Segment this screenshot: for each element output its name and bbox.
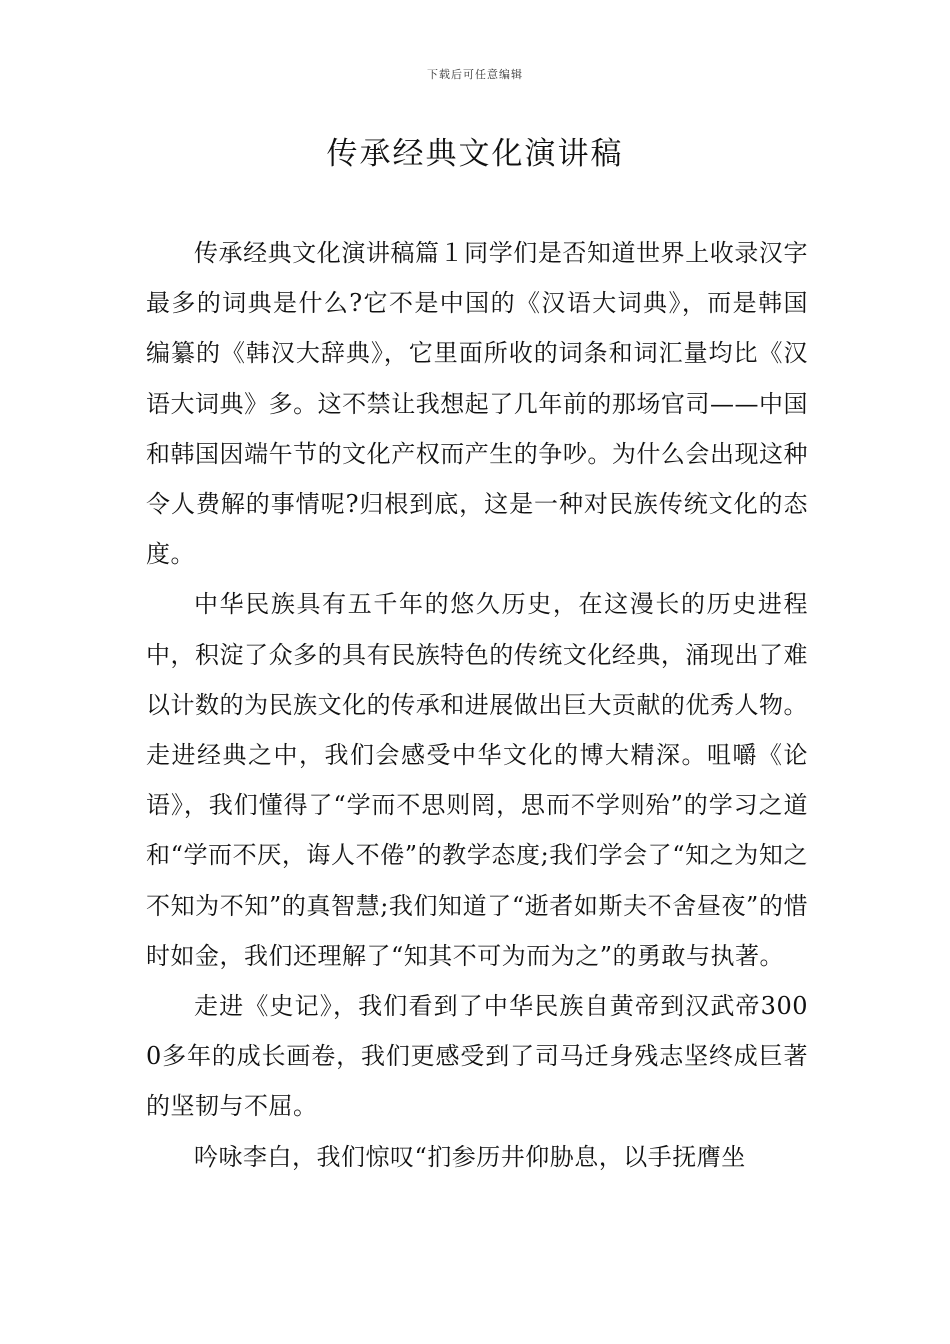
document-title: 传承经典文化演讲稿 — [326, 136, 624, 172]
paragraph: 吟咏李白，我们惊叹“扪参历井仰胁息，以手抚膺坐 — [194, 1142, 746, 1171]
document-body — [146, 228, 808, 1182]
paragraph: 中华民族具有五千年的悠久历史，在这漫长的历史进程中，积淀了众多的具有民族特色的传统文化经典，涌现出了难以计数的为民族文化的传承和进展做出巨大贡献的优秀人物。走进经典之中，我们会感受中华文化的博大精深。咀嚼《论语》，我们懂得了“学而不思则罔，思而不学则殆”的学习之道和“学而不厌，诲人不倦”的教学态度;我们学会了“知之为知之不知为不知”的真智慧;我们知道了“逝者如斯夫不舍昼夜”的惜时如金，我们还理解了“知其不可为而为之”的勇敢与执著。 — [146, 590, 808, 970]
paragraph: 传承经典文化演讲稿篇１同学们是否知道世界上收录汉字最多的词典是什么?它不是中国的《汉语大词典》，而是韩国编纂的《韩汉大辞典》，它里面所收的词条和词汇量均比《汉语大词典》多。这不禁让我想起了几年前的那场官司——中国和韩国因端午节的文化产权而产生的争吵。为什么会出现这种令人费解的事情呢?归根到底，这是一种对民族传统文化的态度。 — [146, 239, 808, 569]
paragraph: 走进《史记》，我们看到了中华民族自黄帝到汉武帝3000多年的成长画卷，我们更感受到了司马迁身残志坚终成巨著的坚韧与不屈。 — [146, 992, 808, 1121]
header-note: 下载后可任意编辑 — [427, 68, 523, 81]
